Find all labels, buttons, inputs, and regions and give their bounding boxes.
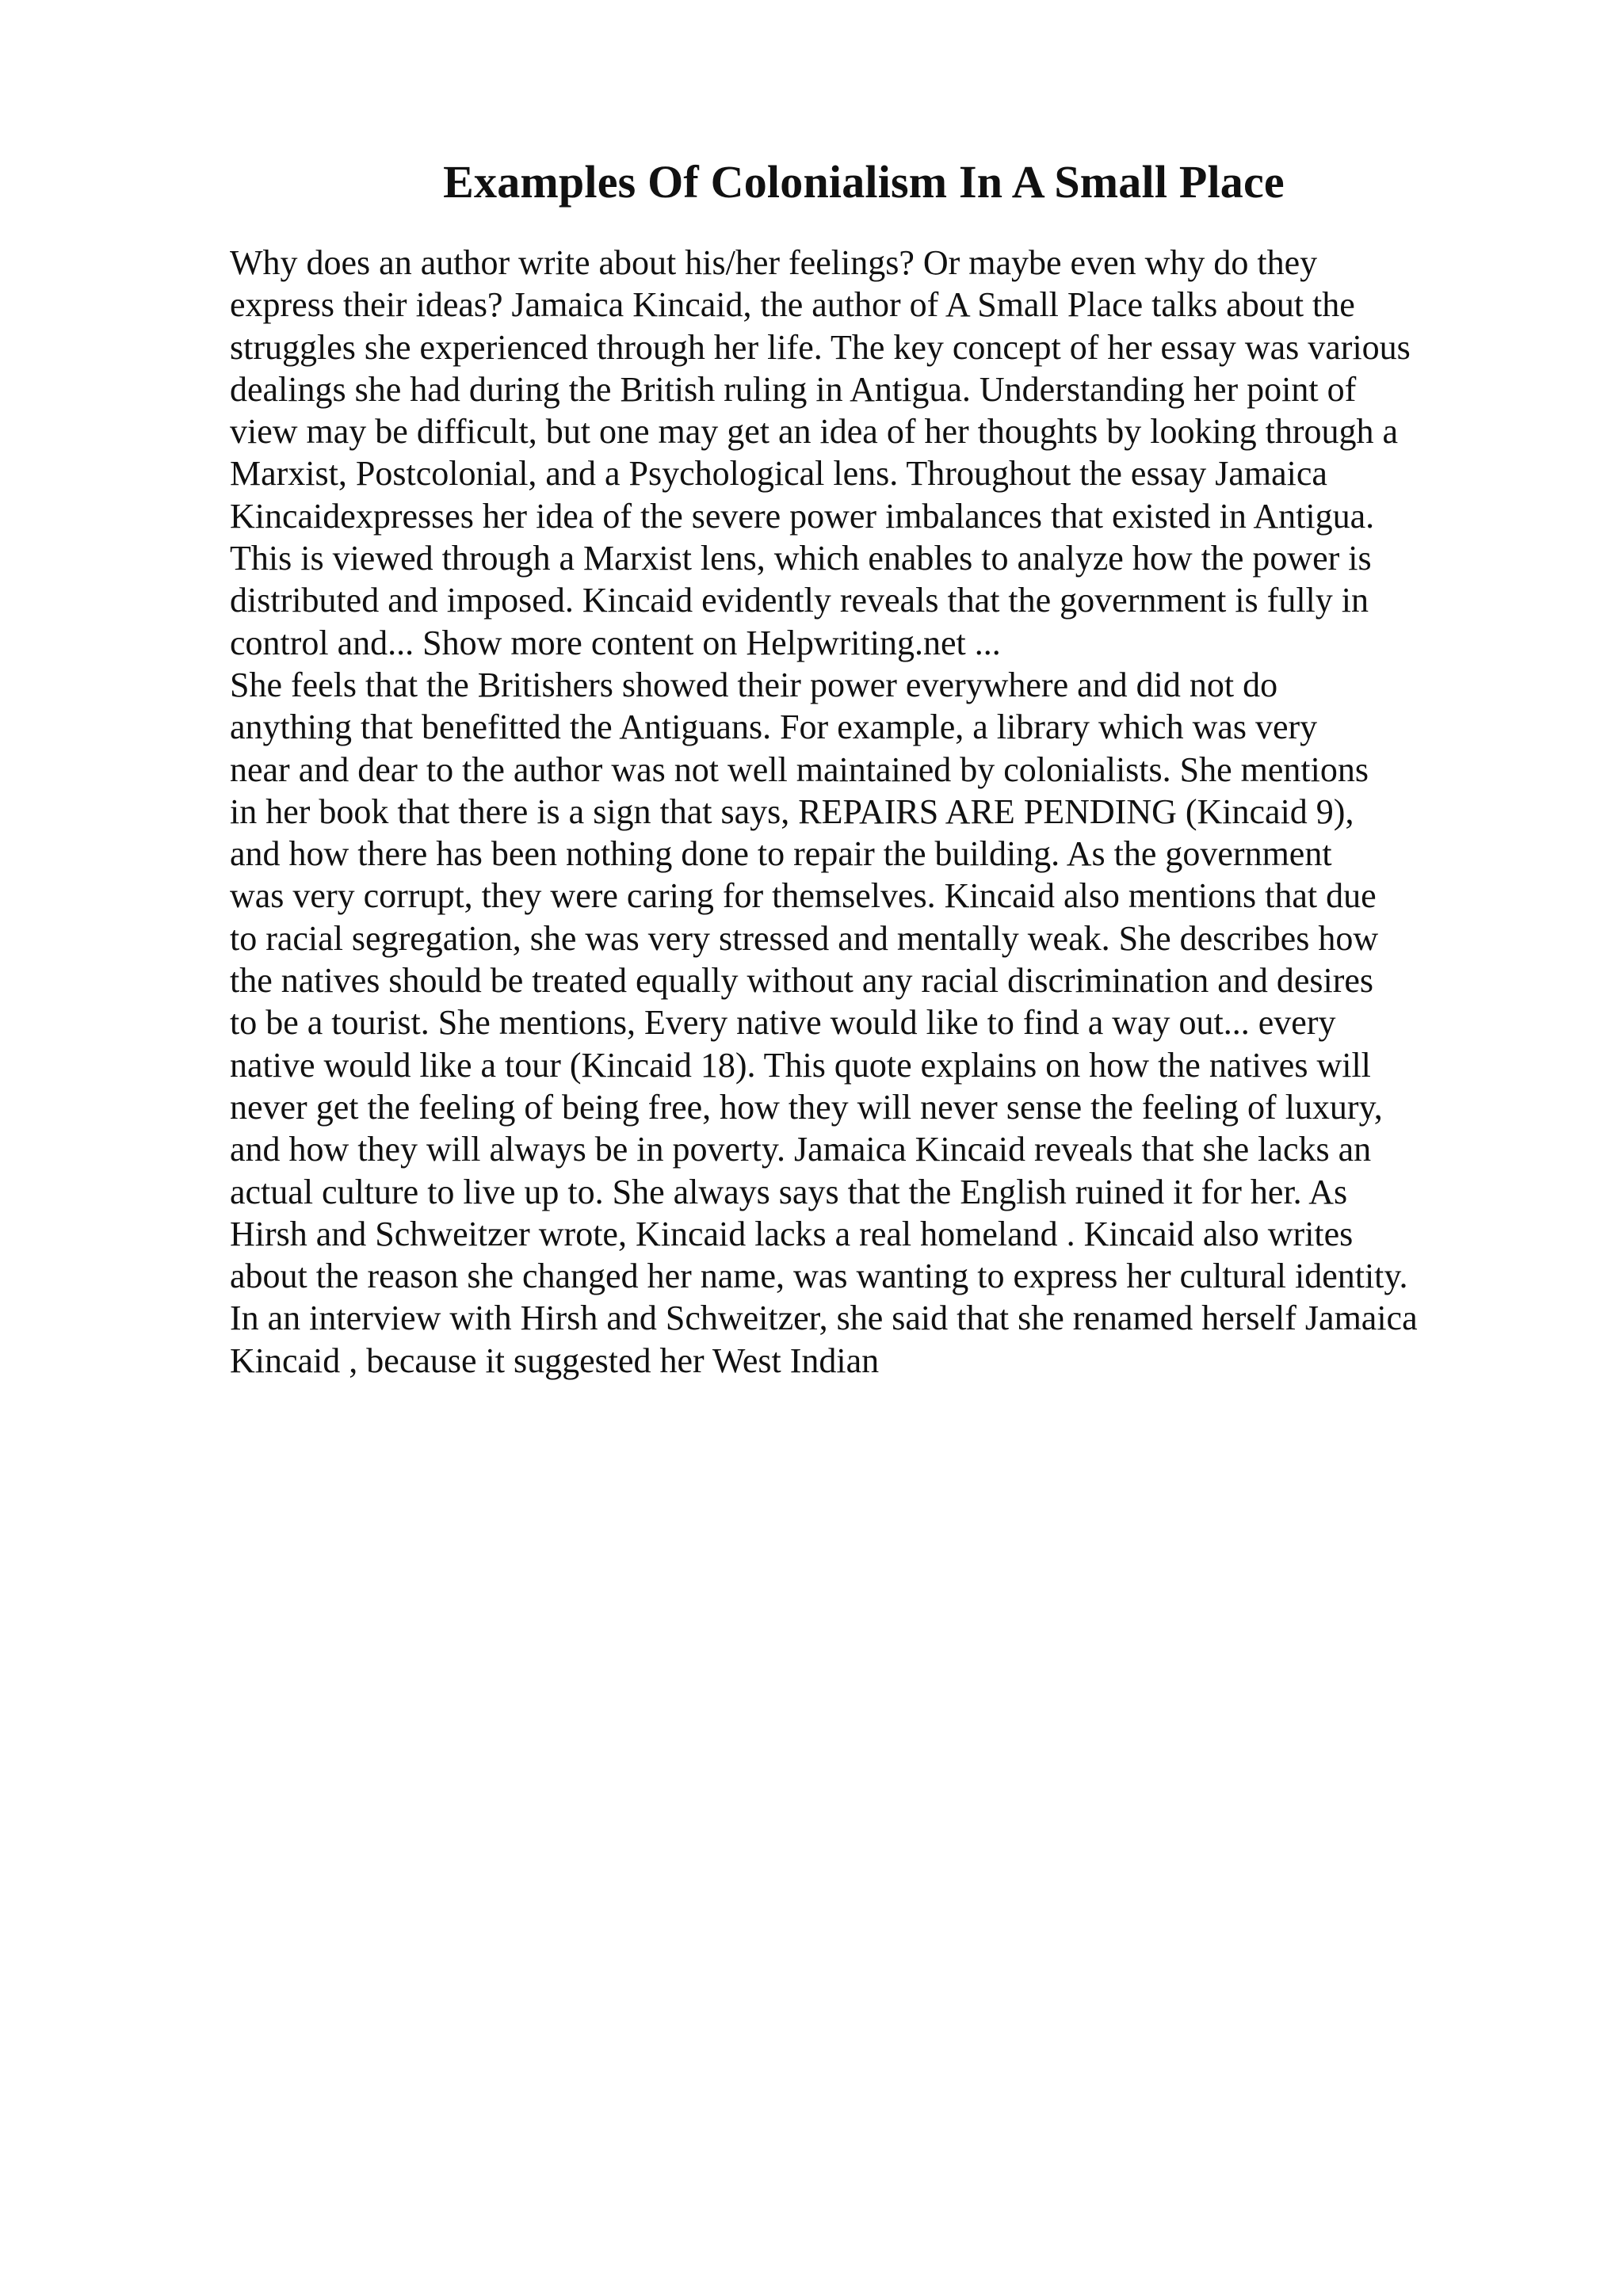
body-line: Kincaid , because it suggested her West Indian [230, 1341, 880, 1380]
document-body [230, 242, 1545, 1382]
body-line: to racial segregation, she was very stressed and mentally weak. She describes how [230, 918, 1379, 958]
body-line: struggles she experienced through her life. The key concept of her essay was various [230, 327, 1411, 367]
body-line: In an interview with Hirsh and Schweitzer, she said that she renamed herself Jamaica [230, 1299, 1418, 1338]
body-line: anything that benefitted the Antiguans. For example, a library which was very [230, 707, 1318, 747]
body-line: and how they will always be in poverty. Jamaica Kincaid reveals that she lacks an [230, 1130, 1372, 1169]
document-title: Examples Of Colonialism In A Small Place [443, 156, 1285, 208]
body-line: Kincaidexpresses her idea of the severe power imbalances that existed in Antigua. [230, 496, 1375, 536]
body-line: This is viewed through a Marxist lens, which enables to analyze how the power is [230, 539, 1372, 578]
body-line: never get the feeling of being free, how they will never sense the feeling of luxury, [230, 1087, 1383, 1127]
body-line: near and dear to the author was not well maintained by colonialists. She mentions [230, 749, 1369, 789]
body-line: express their ideas? Jamaica Kincaid, the author of A Small Place talks about the [230, 285, 1355, 325]
body-line: view may be difficult, but one may get an idea of her thoughts by looking through a [230, 412, 1399, 452]
body-line: was very corrupt, they were caring for themselves. Kincaid also mentions that due [230, 876, 1377, 916]
body-line: Why does an author write about his/her feelings? Or maybe even why do they [230, 243, 1318, 282]
body-line: to be a tourist. She mentions, Every native would like to find a way out... every [230, 1003, 1336, 1043]
body-line: control and... Show more content on Helpwriting.net ... [230, 623, 1001, 662]
body-line: actual culture to live up to. She always says that the English ruined it for her. As [230, 1172, 1348, 1211]
body-line: and how there has been nothing done to repair the building. As the government [230, 834, 1332, 874]
body-line: the natives should be treated equally without any racial discrimination and desires [230, 961, 1374, 1001]
body-line: Hirsh and Schweitzer wrote, Kincaid lacks a real homeland . Kincaid also writes [230, 1214, 1354, 1253]
body-line: distributed and imposed. Kincaid evidently reveals that the government is fully in [230, 581, 1369, 620]
body-line: dealings she had during the British ruling in Antigua. Understanding her point of [230, 369, 1357, 409]
body-line: Marxist, Postcolonial, and a Psychological lens. Throughout the essay Jamaica [230, 454, 1327, 494]
body-line: about the reason she changed her name, was wanting to express her cultural identity. [230, 1257, 1408, 1296]
body-line: She feels that the Britishers showed their power everywhere and did not do [230, 665, 1278, 704]
body-line: native would like a tour (Kincaid 18). This quote explains on how the natives will [230, 1045, 1371, 1085]
body-line: in her book that there is a sign that says, REPAIRS ARE PENDING (Kincaid 9), [230, 791, 1354, 831]
